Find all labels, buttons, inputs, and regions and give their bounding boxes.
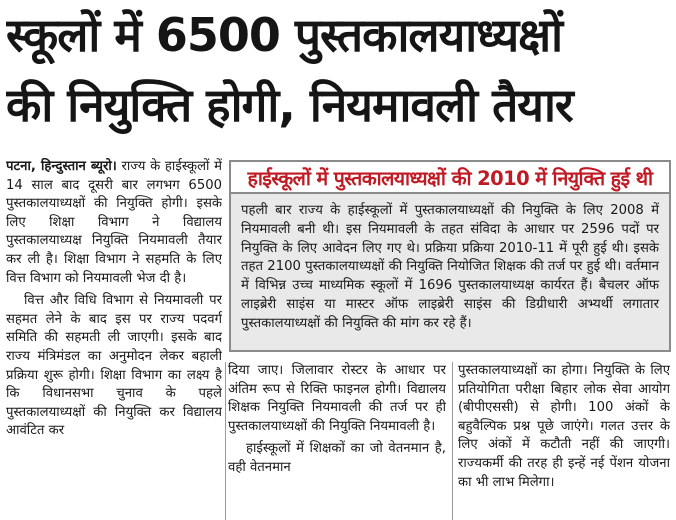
article-column-3 xyxy=(458,362,670,520)
article-paragraph xyxy=(6,158,222,288)
article-paragraph: वित्त और विधि विभाग से नियमावली पर सहमत लेने के बाद इस पर राज्य पदवर्ग समिति की सहमती ली जाएगी। इसके बाद राज्य मंत्रिमंडल का अनुमोदन लेकर बहाली प्रक्रिया शुरू होगी। शिक्षा विभाग का लक्ष्य है कि विधानसभा चुनाव के पहले पुस्तकालयाध्यक्षों की नियुक्ति कर विद्यालय आवंटित कर xyxy=(6,293,222,439)
column-divider xyxy=(452,362,453,520)
sidebox-title: हाईस्कूलों में पुस्तकालयाध्यक्षों की 2010 में नियुक्ति हुई थी xyxy=(229,160,671,194)
headline-line-1: स्कूलों में 6500 पुस्तकालयाध्यक्षों xyxy=(6,8,563,62)
sidebox-text: पहली बार राज्य के हाईस्कूलों में पुस्तकालयाध्यक्षों की नियुक्ति के लिए 2008 में नियमावली बनी थी। इस नियमावली के तहत संविदा के आधार पर 2596 पदों पर नियुक्ति के लिए आवेदन लिए गए थे। प्रक्रिया प्रक्रिया 2010-11 में पूरी हुई थी। इसके तहत 2100 पुस्तकालयाध्यक्षों की नियुक्ति नियोजित शिक्षक की तर्ज पर हुई थी। वर्तमान में विभिन्न उच्च माध्यमिक स्कूलों में 1696 पुस्तकालयाध्यक्ष कार्यरत हैं। बैचलर ऑफ लाइब्रेरी साइंस या मास्टर ऑफ लाइब्रेरी साइंस की डिग्रीधारी अभ्यर्थी लगातार पुस्तकालयाध्यक्षों की नियुक्ति की मांग कर रहे हैं। xyxy=(241,203,659,331)
article-paragraph: पुस्तकालयाध्यक्षों का होगा। नियुक्ति के लिए प्रतियोगिता परीक्षा बिहार लोक सेवा आयोग (बीपीएससी) से होगी। 100 अंकों के बहुवैल्पिक प्रश्न पूछे जाएंगे। गलत उत्तर के लिए अंकों में कटौती नहीं की जाएगी। राज्यकर्मी की तरह ही इन्हें नई पेंशन योजना का भी लाभ मिलेगा। xyxy=(458,363,670,490)
article-paragraph: हाईस्कूलों में शिक्षकों का जो वेतनमान है, वही वेतनमान xyxy=(228,441,446,475)
column-divider xyxy=(225,362,226,520)
dateline: पटना, हिन्दुस्तान ब्यूरो। xyxy=(6,159,117,174)
article-column-2 xyxy=(228,362,446,520)
article-text: राज्य के हाईस्कूलों में 14 साल बाद दूसरी बार लगभग 6500 पुस्तकालयाध्यक्षों की नियुक्ति होगी। इसके लिए शिक्षा विभाग ने विद्यालय पुस्तकालयाध्यक्ष नियुक्ति नियमावली तैयार कर ली है। शिक्षा विभाग ने सहमति के लिए वित्त विभाग को नियमावली भेज दी है। xyxy=(6,159,222,286)
article-paragraph: दिया जाए। जिलावार रोस्टर के आधार पर अंतिम रूप से रिक्ति फाइनल होगी। विद्यालय शिक्षक नियुक्ति नियमावली की तर्ज पर ही पुस्तकालयाध्यक्षों की नियुक्ति नियमावली है। xyxy=(228,363,446,434)
article-column-1 xyxy=(6,158,222,518)
sidebox xyxy=(229,160,671,352)
headline-line-2: की नियुक्ति होगी, नियमावली तैयार xyxy=(6,78,573,132)
